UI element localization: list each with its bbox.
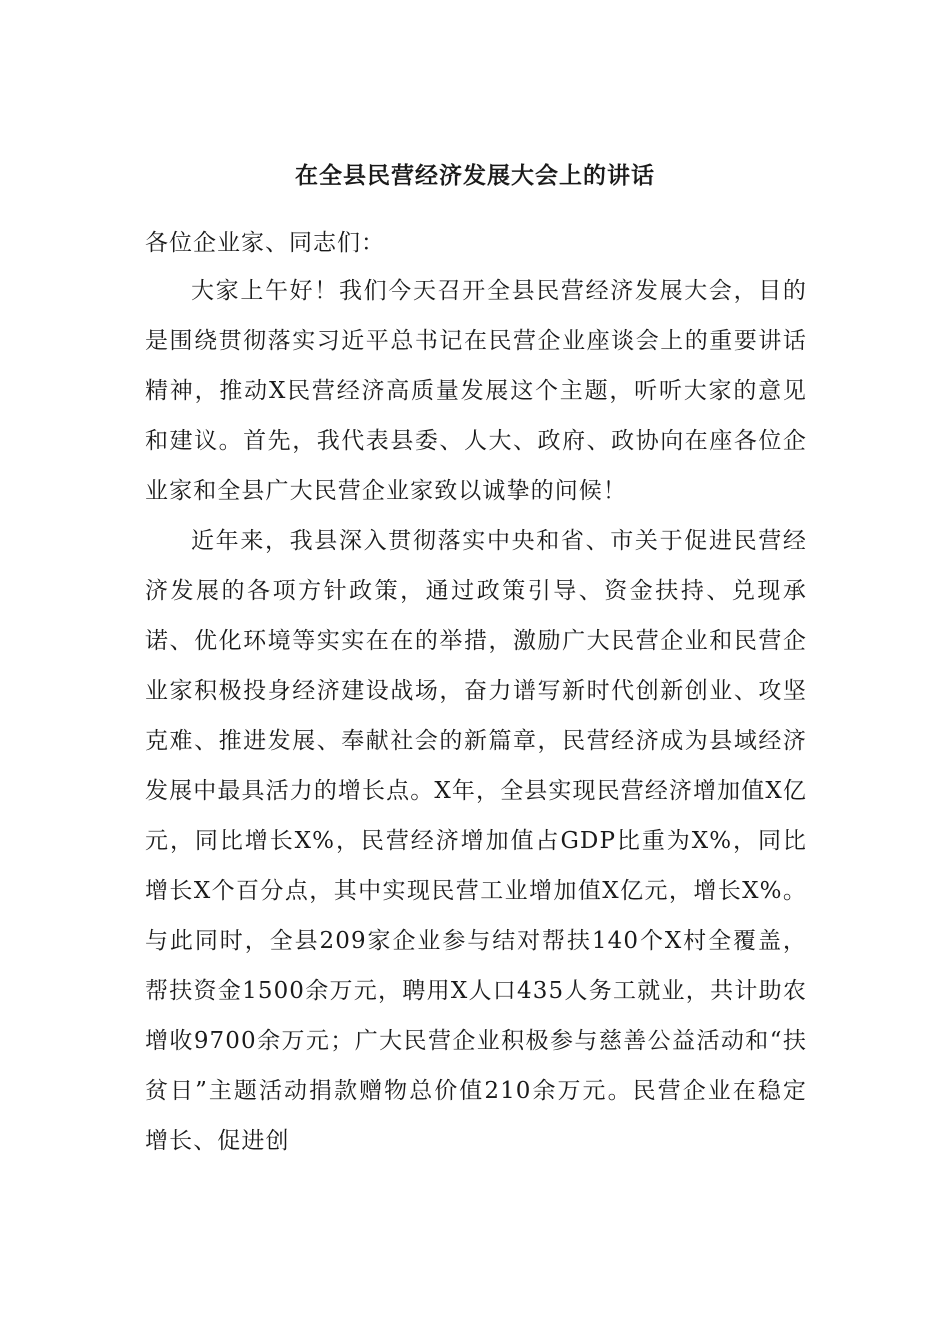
paragraph: 大家上午好！我们今天召开全县民营经济发展大会，目的是围绕贯彻落实习近平总书记在民营企业座谈会上的重要讲话精神，推动X民营经济高质量发展这个主题，听听大家的意见和建议。首先，我代表县委、人大、政府、政协向在座各位企业家和全县广大民营企业家致以诚挚的问候！ bbox=[145, 278, 807, 504]
salutation: 各位企业家、同志们： bbox=[145, 230, 385, 256]
paragraph: 近年来，我县深入贯彻落实中央和省、市关于促进民营经济发展的各项方针政策，通过政策引导、资金扶持、兑现承诺、优化环境等实实在在的举措，激励广大民营企业和民营企业家积极投身经济建设战场，奋力谱写新时代创新创业、攻坚克难、推进发展、奉献社会的新篇章，民营经济成为县域经济发展中最具活力的增长点。X年，全县实现民营经济增加值X亿元，同比增长X%，民营经济增加值占GDP比重为X%，同比增长X个百分点，其中实现民营工业增加值X亿元，增长X%。与此同时，全县209家企业参与结对帮扶140个X村全覆盖，帮扶资金1500余万元，聘用X人口435人务工就业，共计助农增收9700余万元；广大民营企业积极参与慈善公益活动和“扶贫日”主题活动捐款赠物总价值210余万元。民营企业在稳定增长、促进创 bbox=[145, 528, 807, 1154]
document-body bbox=[145, 266, 807, 1166]
document-title: 在全县民营经济发展大会上的讲话 bbox=[295, 163, 655, 189]
